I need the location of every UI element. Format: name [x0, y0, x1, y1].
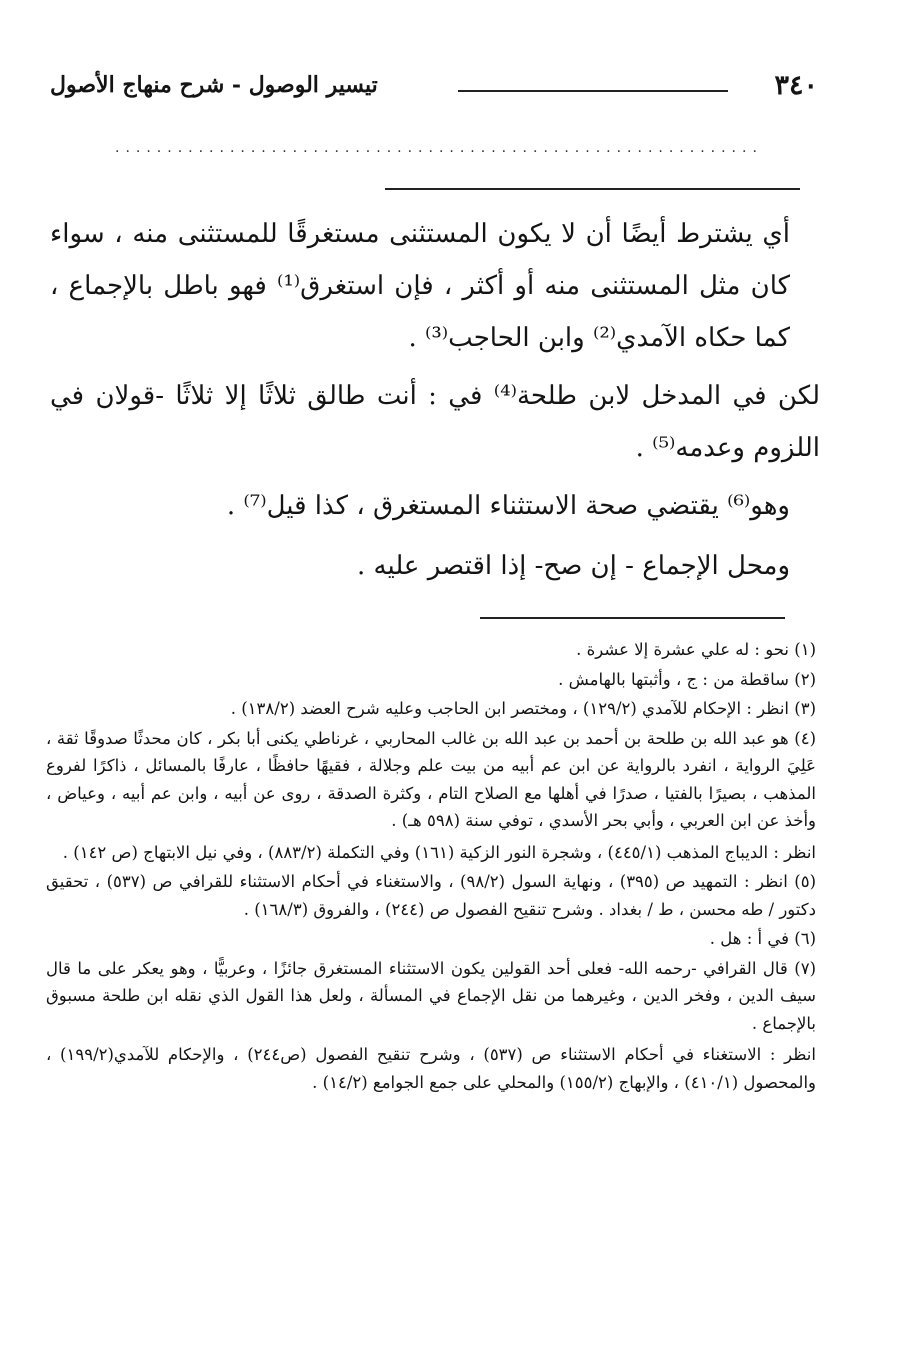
footnote-7-sources: انظر : الاستغناء في أحكام الاستثناء ص (٥٣٧) ، وشرح تنقيح الفصول (ص٢٤٤) ، والإحكام للآمدي(١٩٩/٢) ، والمحصول (٤١٠/١) ، والإبهاج (١٥٥/٢) والمحلي على جمع الجوامع (١٤/٢) .	[46, 1045, 816, 1092]
main-text	[50, 208, 820, 598]
footnote-2: (٢) ساقطة من : ج ، وأثبتها بالهامش .	[558, 669, 816, 689]
footnote-5: (٥) انظر : التمهيد ص (٣٩٥) ، ونهاية السول (٩٨/٢) ، والاستغناء في أحكام الاستثناء للقرافي ص (٥٣٧) ، تحقيق دكتور / طه محسن ، ط / بغداد . وشرح تنقيح الفصول ص (٢٤٤) ، والفروق (١٦٨/٣) .	[46, 872, 816, 919]
footnotes	[46, 636, 816, 1098]
page-header	[50, 70, 820, 110]
paragraph-4: ومحل الإجماع - إن صح- إذا اقتصر عليه .	[357, 551, 790, 581]
paragraph-3: وهو⁽⁶⁾ يقتضي صحة الاستثناء المستغرق ، كذا قيل⁽⁷⁾ .	[226, 491, 790, 521]
header-divider	[458, 90, 728, 92]
footnote-3: (٣) انظر : الإحكام للآمدي (١٢٩/٢) ، ومختصر ابن الحاجب وعليه شرح العضد (١٣٨/٢) .	[230, 699, 816, 718]
paragraph-1: أي يشترط أيضًا أن لا يكون المستثنى مستغرقًا للمستثنى منه ، سواء كان مثل المستثنى منه أو أكثر ، فإن استغرق⁽¹⁾ فهو باطل بالإجماع ، كما حكاه الآمدي⁽²⁾ وابن الحاجب⁽³⁾ .	[50, 219, 790, 353]
footnote-1: (١) نحو : له علي عشرة إلا عشرة .	[576, 640, 816, 659]
book-title: تيسير الوصول - شرح منهاج الأصول	[50, 72, 378, 98]
footnote-4-sources: انظر : الديباج المذهب (٤٤٥/١) ، وشجرة النور الزكية (١٦١) وفي التكملة (٨٨٣/٢) ، وفي نيل الابتهاج (ص ١٤٢) .	[62, 842, 816, 862]
section-divider	[385, 188, 800, 190]
footnotes-divider	[480, 617, 785, 619]
ellipsis-separator: ..............................................................	[115, 140, 763, 156]
footnote-4: (٤) هو عبد الله بن طلحة بن أحمد بن عبد الله بن غالب المحاربي ، غرناطي يكنى أبا بكر ، كان محدثًا صدوقًا ثقة ، عَلِيَ الرواية ، انفرد بالرواية عن ابن عم أبيه من بيت علم وجلالة ، فقيهًا حافظًا ، عارفًا بالمسائل ، ذاكرًا لفروع المذهب ، بصيرًا بالفتيا ، صدرًا في أهلها مع الصلاح التام ، وكثرة الصدقة ، روى عن أبيه ، وابن عم أبيه ، وعياض ، وأخذ عن ابن العربي ، وأبي بحر الأسدي ، توفي سنة (٥٩٨ هـ) .	[46, 728, 816, 830]
footnote-6: (٦) في أ : هل .	[709, 929, 816, 948]
footnote-7: (٧) قال القرافي -رحمه الله- فعلى أحد القولين يكون الاستثناء المستغرق جائزًا ، وعربيًّا ، وهو يعكر على ما قال سيف الدين ، وفخر الدين ، وغيرهما من نقل الإجماع في المسألة ، ولعل هذا القول الذي نقله ابن طلحة مسبوق بالإجماع .	[46, 958, 816, 1033]
paragraph-2: لكن في المدخل لابن طلحة⁽⁴⁾ في : أنت طالق ثلاثًا إلا ثلاثًا -قولان في اللزوم وعدمه⁽⁵⁾ .	[50, 381, 820, 463]
page-number: ٣٤٠	[774, 70, 818, 101]
